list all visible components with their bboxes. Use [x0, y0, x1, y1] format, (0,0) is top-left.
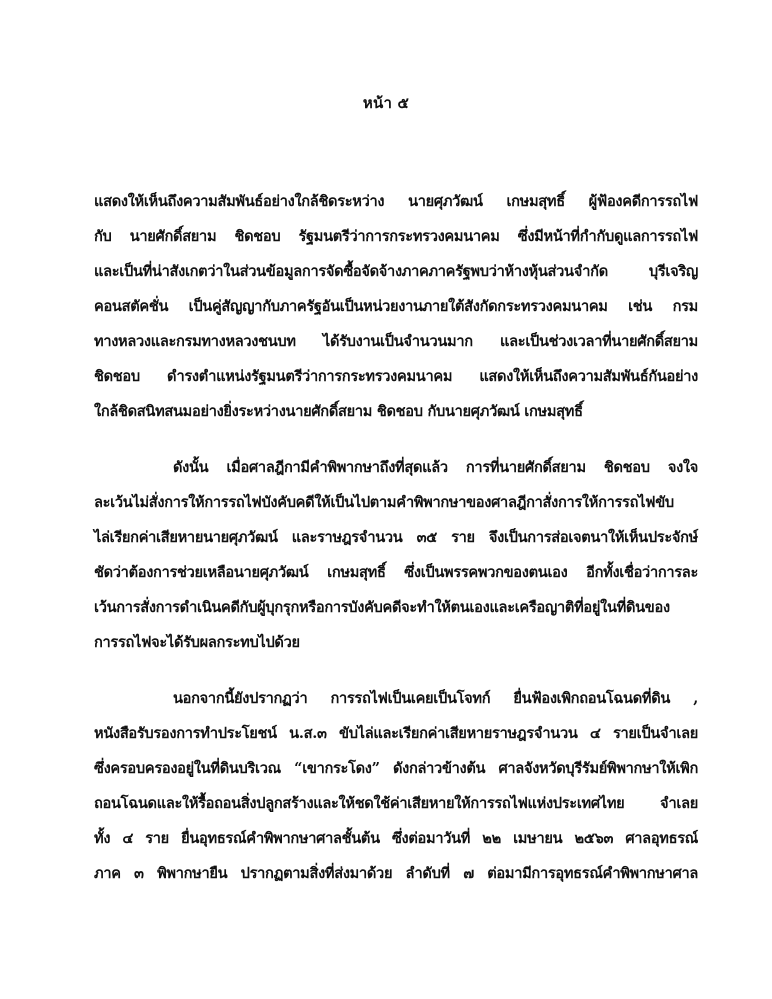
text-line: การรถไฟจะได้รับผลกระทบไปด้วย	[94, 634, 300, 651]
text-line: ซึ่งครอบครองอยู่ในที่ดินบริเวณ “เขากระโดง” ดังกล่าวข้างต้น ศาลจังหวัดบุรีรัมย์พิพากษาให้เพิก	[94, 760, 698, 777]
text-line: และเป็นที่น่าสังเกตว่าในส่วนข้อมูลการจัดซื้อจัดจ้างภาคภาครัฐพบว่าห้างหุ้นส่วนจำกัด บุรีเจริญ	[94, 263, 698, 280]
text-line: ทางหลวงและกรมทางหลวงชนบท ได้รับงานเป็นจำนวนมาก และเป็นช่วงเวลาที่นายศักดิ์สยาม	[94, 333, 698, 350]
text-line: ไล่เรียกค่าเสียหายนายศุภวัฒน์ และราษฎรจำนวน ๓๕ ราย จึงเป็นการส่อเจตนาให้เห็นประจักษ์	[94, 529, 698, 546]
text-line: คอนสตัคชั่น เป็นคู่สัญญากับภาครัฐอันเป็นหน่วยงานภายใต้สังกัดกระทรวงคมนาคม เช่น กรม	[94, 298, 698, 315]
text-line: ภาค ๓ พิพากษายืน ปรากฏตามสิ่งที่ส่งมาด้วย ลำดับที่ ๗ ต่อมามีการอุทธรณ์คำพิพากษาศาล	[94, 865, 698, 882]
text-line: ชัดว่าต้องการช่วยเหลือนายศุภวัฒน์ เกษมสุทธิ์ ซึ่งเป็นพรรคพวกของตนเอง อีกทั้งเชื่อว่าการละ	[94, 564, 698, 581]
text-line: ชิดชอบ ดำรงตำแหน่งรัฐมนตรีว่าการกระทรวงคมนาคม แสดงให้เห็นถึงความสัมพันธ์กันอย่าง	[94, 368, 698, 385]
text-line: เว้นการสั่งการดำเนินคดีกับผู้บุกรุกหรือการบังคับคดีจะทำให้ตนเองและเครือญาติที่อยู่ในที่ดินของ	[94, 599, 670, 616]
text-line: หนังสือรับรองการทำประโยชน์ น.ส.๓ ขับไล่และเรียกค่าเสียหายราษฎรจำนวน ๔ รายเป็นจำเลย	[94, 725, 698, 742]
page-number: หน้า ๕	[362, 94, 410, 112]
text-line: กับ นายศักดิ์สยาม ชิดชอบ รัฐมนตรีว่าการกระทรวงคมนาคม ซึ่งมีหน้าที่กำกับดูแลการรถไฟ	[94, 228, 698, 245]
text-line: นอกจากนี้ยังปรากฏว่า การรถไฟเป็นเคยเป็นโจทก์ ยื่นฟ้องเพิกถอนโฉนดที่ดิน ,	[173, 690, 698, 707]
text-line: ใกล้ชิดสนิทสนมอย่างยิ่งระหว่างนายศักดิ์สยาม ชิดชอบ กับนายศุภวัฒน์ เกษมสุทธิ์	[94, 403, 583, 420]
text-line: แสดงให้เห็นถึงความสัมพันธ์อย่างใกล้ชิดระหว่าง นายศุภวัฒน์ เกษมสุทธิ์ ผู้ฟ้องคดีการรถไฟ	[94, 193, 698, 210]
text-line: ดังนั้น เมื่อศาลฎีกามีคำพิพากษาถึงที่สุดแล้ว การที่นายศักดิ์สยาม ชิดชอบ จงใจ	[173, 459, 698, 476]
text-line: ละเว้นไม่สั่งการให้การรถไฟบังคับคดีให้เป็นไปตามคำพิพากษาของศาลฎีกาสั่งการให้การรถไฟขับ	[94, 494, 674, 511]
text-line: ถอนโฉนดและให้รื้อถอนสิ่งปลูกสร้างและให้ชดใช้ค่าเสียหายให้การรถไฟแห่งประเทศไทย จำเลย	[94, 795, 698, 812]
text-line: ทั้ง ๔ ราย ยื่นอุทธรณ์คำพิพากษาศาลชั้นต้น ซึ่งต่อมาวันที่ ๒๒ เมษายน ๒๕๖๓ ศาลอุทธรณ์	[94, 830, 698, 847]
